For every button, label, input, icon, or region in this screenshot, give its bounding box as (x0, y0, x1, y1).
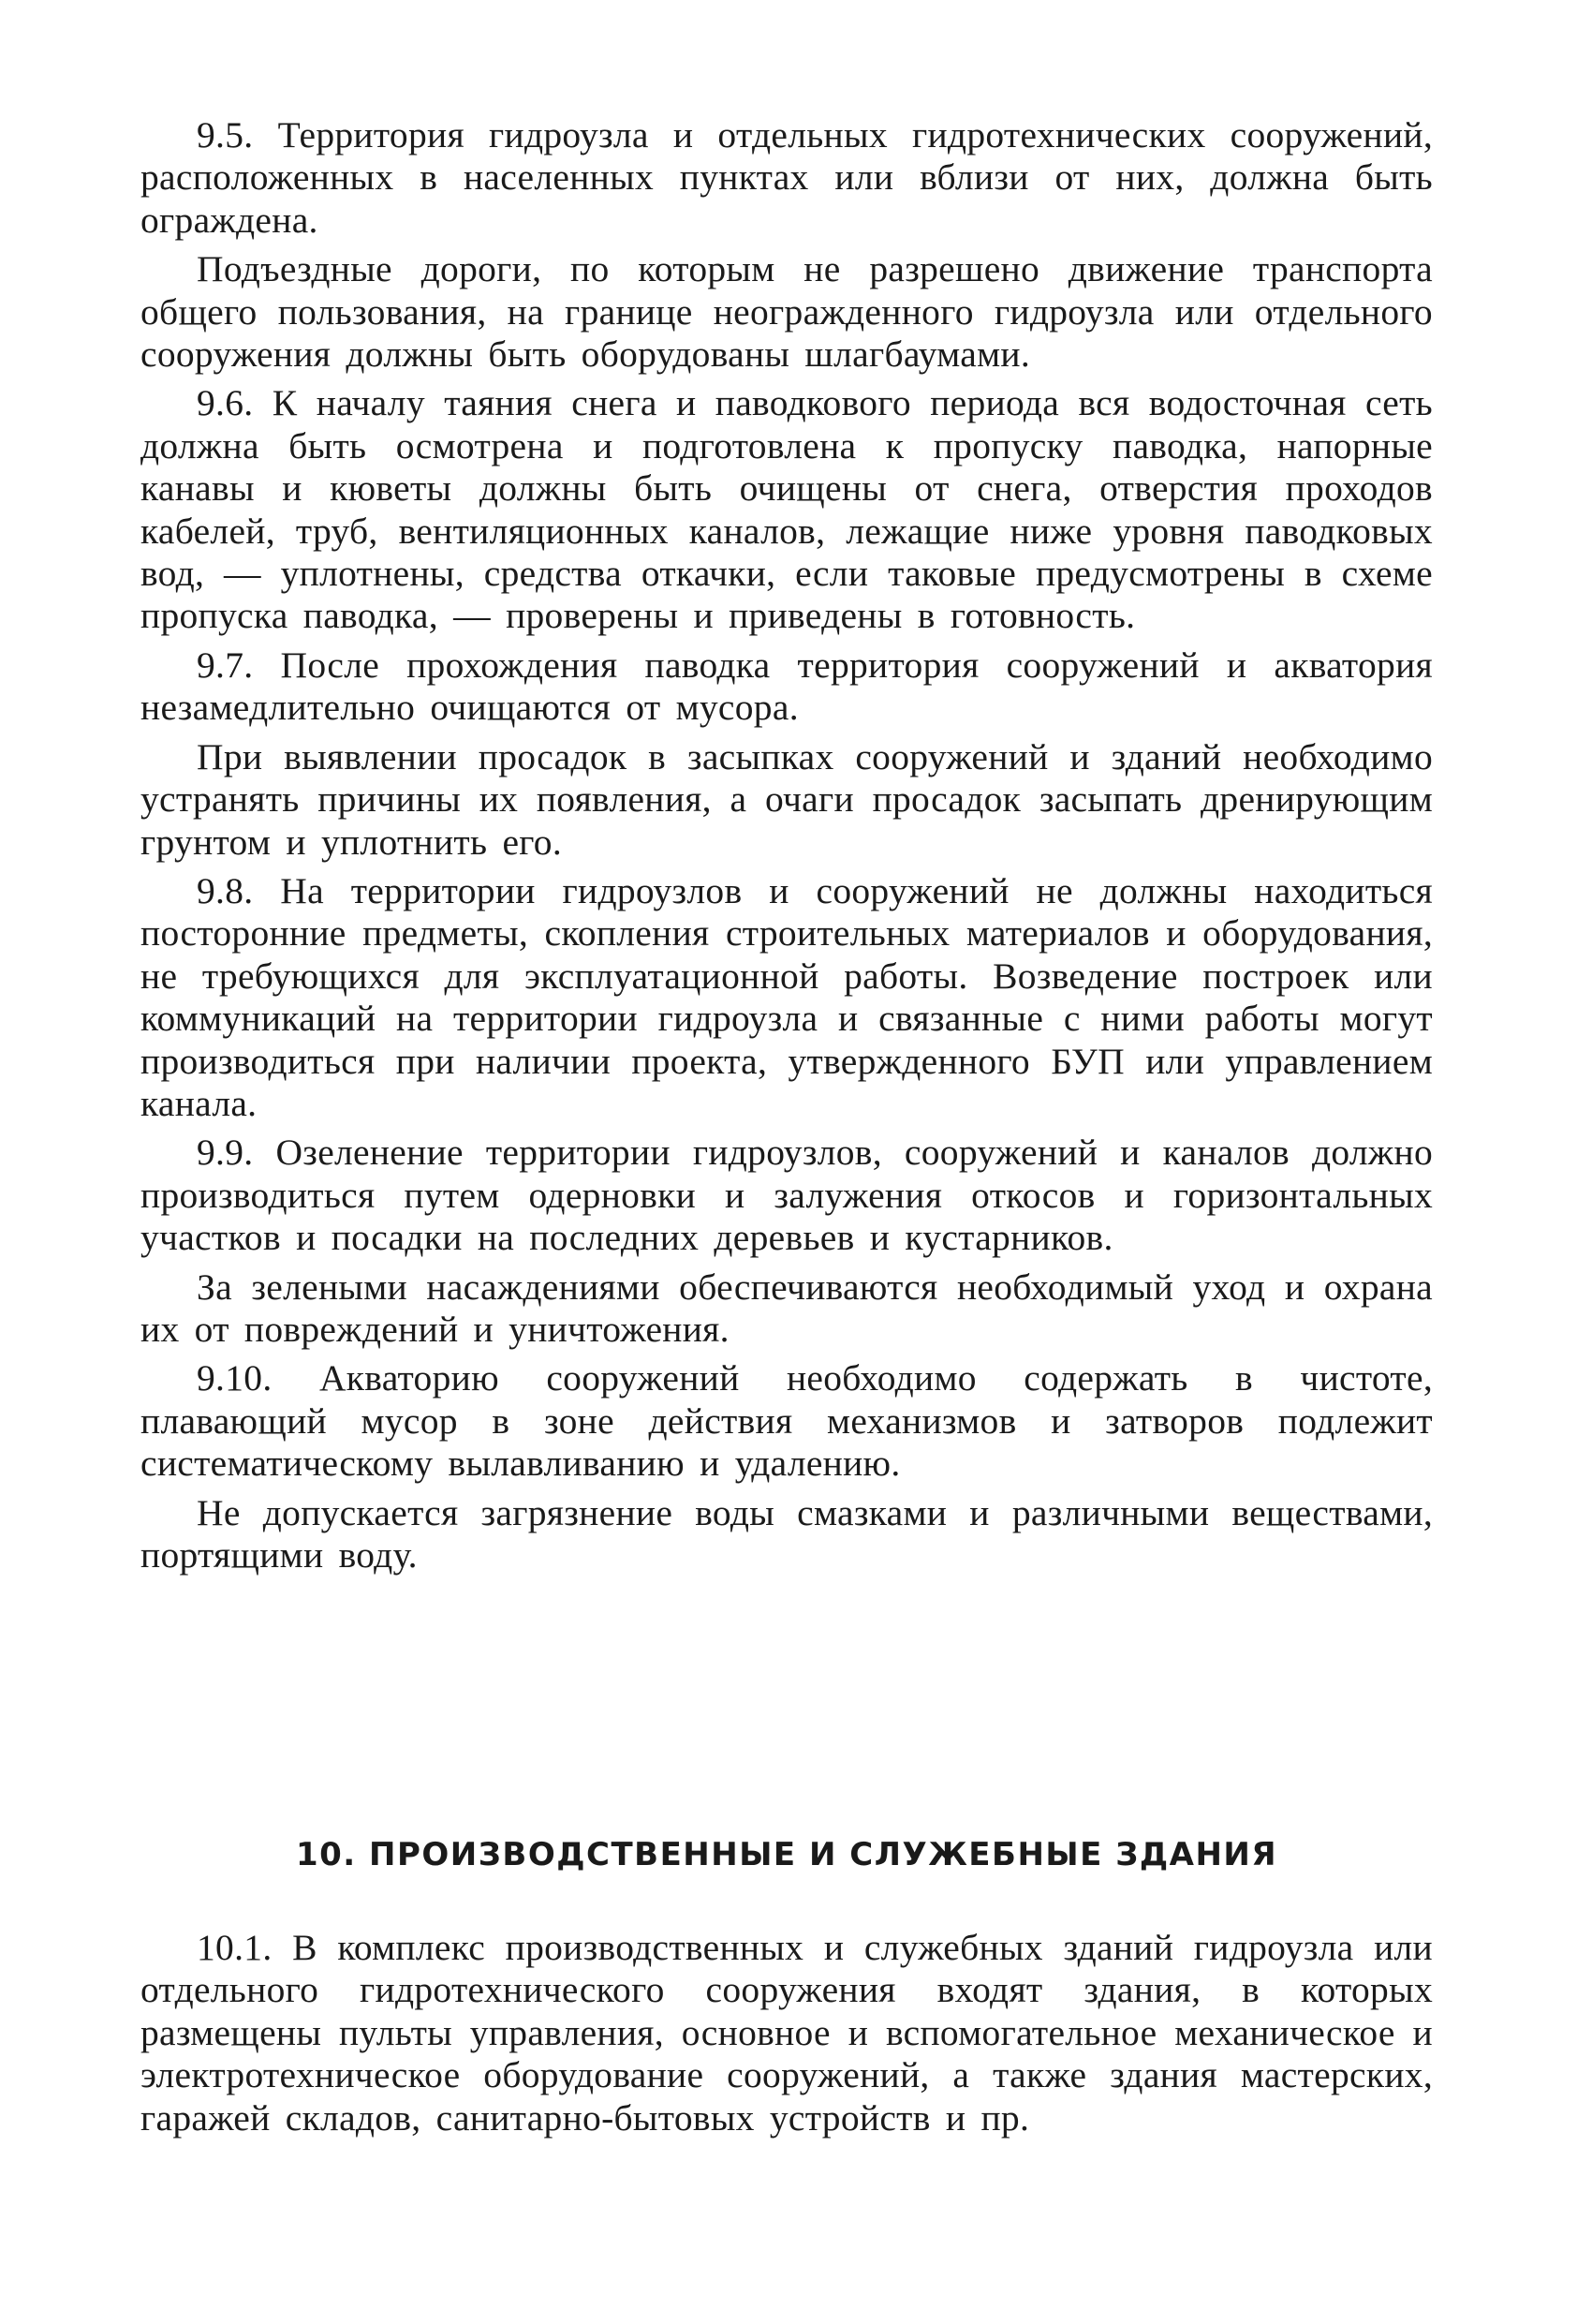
paragraph-green-care: За зелеными насаждениями обеспечиваются необходимый уход и охрана их от повреждений и уничтожения. (140, 1266, 1433, 1350)
paragraph-9-9: 9.9. Озеленение территории гидроузлов, сооружений и каналов должно производиться путем одерновки и залужения откосов и горизонтальных участков и посадки на последних деревьев и кустарников. (140, 1132, 1433, 1259)
document-page (140, 114, 1433, 2139)
paragraph-9-8: 9.8. На территории гидроузлов и сооружений не должны находиться посторонние предметы, скопления строительных материалов и оборудования, не требующихся для эксплуатационной работы. Возведение построек или коммуникаций на территории гидроузла и связанные с ними работы могут производиться при наличии проекта, утвержденного БУП или управлением канала. (140, 869, 1433, 1124)
paragraph-9-6: 9.6. К началу таяния снега и паводкового периода вся водосточная сеть должна быть осмотрена и подготовлена к пропуску паводка, напорные канавы и кюветы должны быть очищены от снега, отверстия проходов кабелей, труб, вентиляционных каналов, лежащие ниже уровня паводковых вод, — уплотнены, средства откачки, если таковые предусмотрены в схеме пропуска паводка, — проверены и приведены в готовность. (140, 382, 1433, 637)
paragraph-9-7: 9.7. После прохождения паводка территория сооружений и акватория незамедлительно очищаются от мусора. (140, 644, 1433, 729)
paragraph-access-roads: Подъездные дороги, по которым не разрешено движение транспорта общего пользования, на границе неогражденного гидроузла или отдельного сооружения должны быть оборудованы шлагбаумами. (140, 248, 1433, 376)
section-body (140, 1927, 1433, 2139)
paragraph-water-pollution: Не допускается загрязнение воды смазками и различными веществами, портящими воду. (140, 1491, 1433, 1576)
paragraph-9-5: 9.5. Территория гидроузла и отдельных гидротехнических сооружений, расположенных в населенных пунктах или вблизи от них, должна быть ограждена. (140, 114, 1433, 241)
paragraph-10-1: 10.1. В комплекс производственных и служебных зданий гидроузла или отдельного гидротехнического сооружения входят здания, в которых размещены пульты управления, основное и вспомогательное механическое и электротехническое оборудование сооружений, а также здания мастерских, гаражей складов, санитарно-бытовых устройств и пр. (140, 1927, 1433, 2139)
section-heading: 10. ПРОИЗВОДСТВЕННЫЕ И СЛУЖЕБНЫЕ ЗДАНИЯ (295, 1836, 1278, 1873)
paragraph-9-10: 9.10. Акваторию сооружений необходимо содержать в чистоте, плавающий мусор в зоне действия механизмов и затворов подлежит систематическому вылавливанию и удалению. (140, 1357, 1433, 1485)
paragraph-subsidence: При выявлении просадок в засыпках сооружений и зданий необходимо устранять причины их появления, а очаги просадок засыпать дренирующим грунтом и уплотнить его. (140, 735, 1433, 863)
